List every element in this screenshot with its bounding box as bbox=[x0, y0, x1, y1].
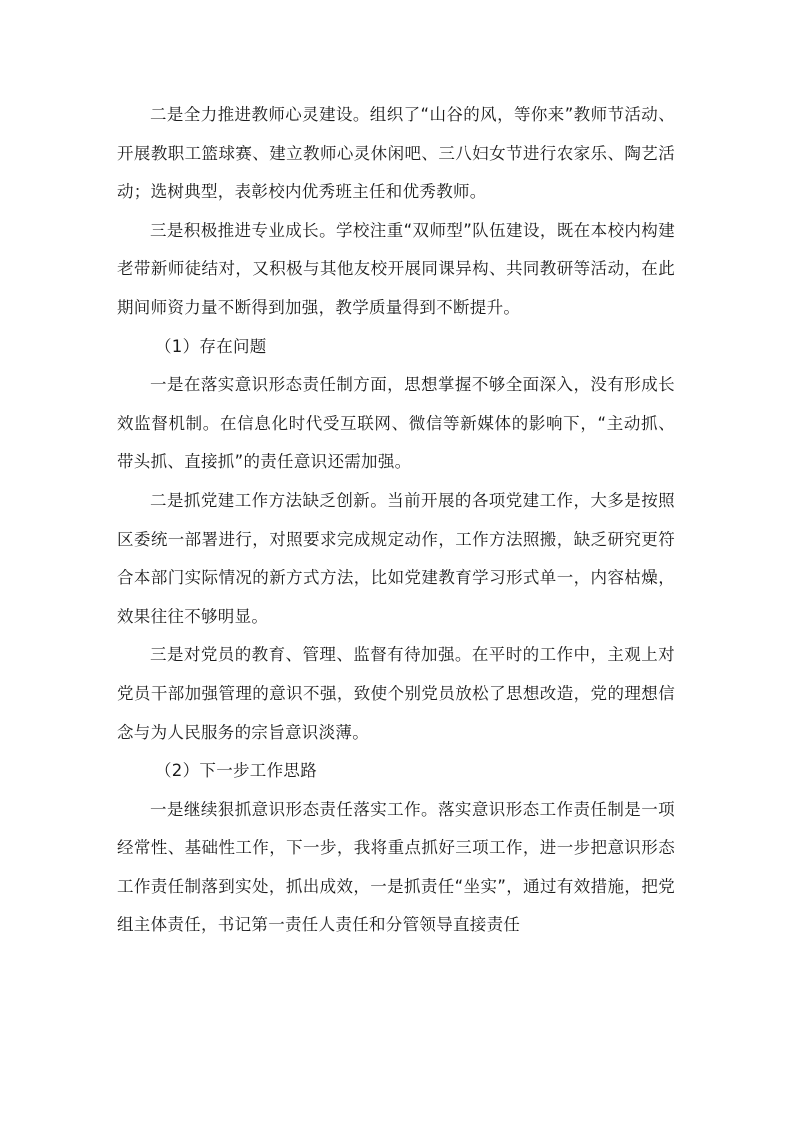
section-heading-next-steps: （2）下一步工作思路 bbox=[155, 761, 317, 781]
paragraph-teacher-spirit: 二是全力推进教师心灵建设。组织了“山谷的风，等你来”教师节活动、开展教职工篮球赛、建立教师心灵休闲吧、三八妇女节进行农家乐、陶艺活动；选树典型，表彰校内优秀班主任和优秀教师。 bbox=[117, 105, 675, 202]
paragraph-next-step-ideology: 一是继续狠抓意识形态责任落实工作。落实意识形态工作责任制是一项经常性、基础性工作，下一步，我将重点抓好三项工作，进一步把意识形态工作责任制落到实处，抓出成效，一是抓责任“坐实”，通过有效措施，把党组主体责任，书记第一责任人责任和分管领导直接责任 bbox=[117, 799, 675, 935]
section-heading-existing-problems: （1）存在问题 bbox=[155, 336, 267, 356]
paragraph-problem-party-building: 二是抓党建工作方法缺乏创新。当前开展的各项党建工作，大多是按照区委统一部署进行，对照要求完成规定动作，工作方法照搬，缺乏研究更符合本部门实际情况的新方式方法，比如党建教育学习形式单一，内容枯燥，效果往往不够明显。 bbox=[117, 490, 675, 626]
paragraph-problem-ideology: 一是在落实意识形态责任制方面，思想掌握不够全面深入，没有形成长效监督机制。在信息化时代受互联网、微信等新媒体的影响下，“主动抓、带头抓、直接抓”的责任意识还需加强。 bbox=[117, 375, 675, 472]
document-body bbox=[117, 96, 675, 945]
paragraph-problem-member-management: 三是对党员的教育、管理、监督有待加强。在平时的工作中，主观上对党员干部加强管理的意识不强，致使个别党员放松了思想改造，党的理想信念与为人民服务的宗旨意识淡薄。 bbox=[117, 645, 675, 742]
paragraph-professional-growth: 三是积极推进专业成长。学校注重“双师型”队伍建设，既在本校内构建老带新师徒结对，又积极与其他友校开展同课异构、共同教研等活动，在此期间师资力量不断得到加强，教学质量得到不断提升。 bbox=[117, 220, 675, 317]
